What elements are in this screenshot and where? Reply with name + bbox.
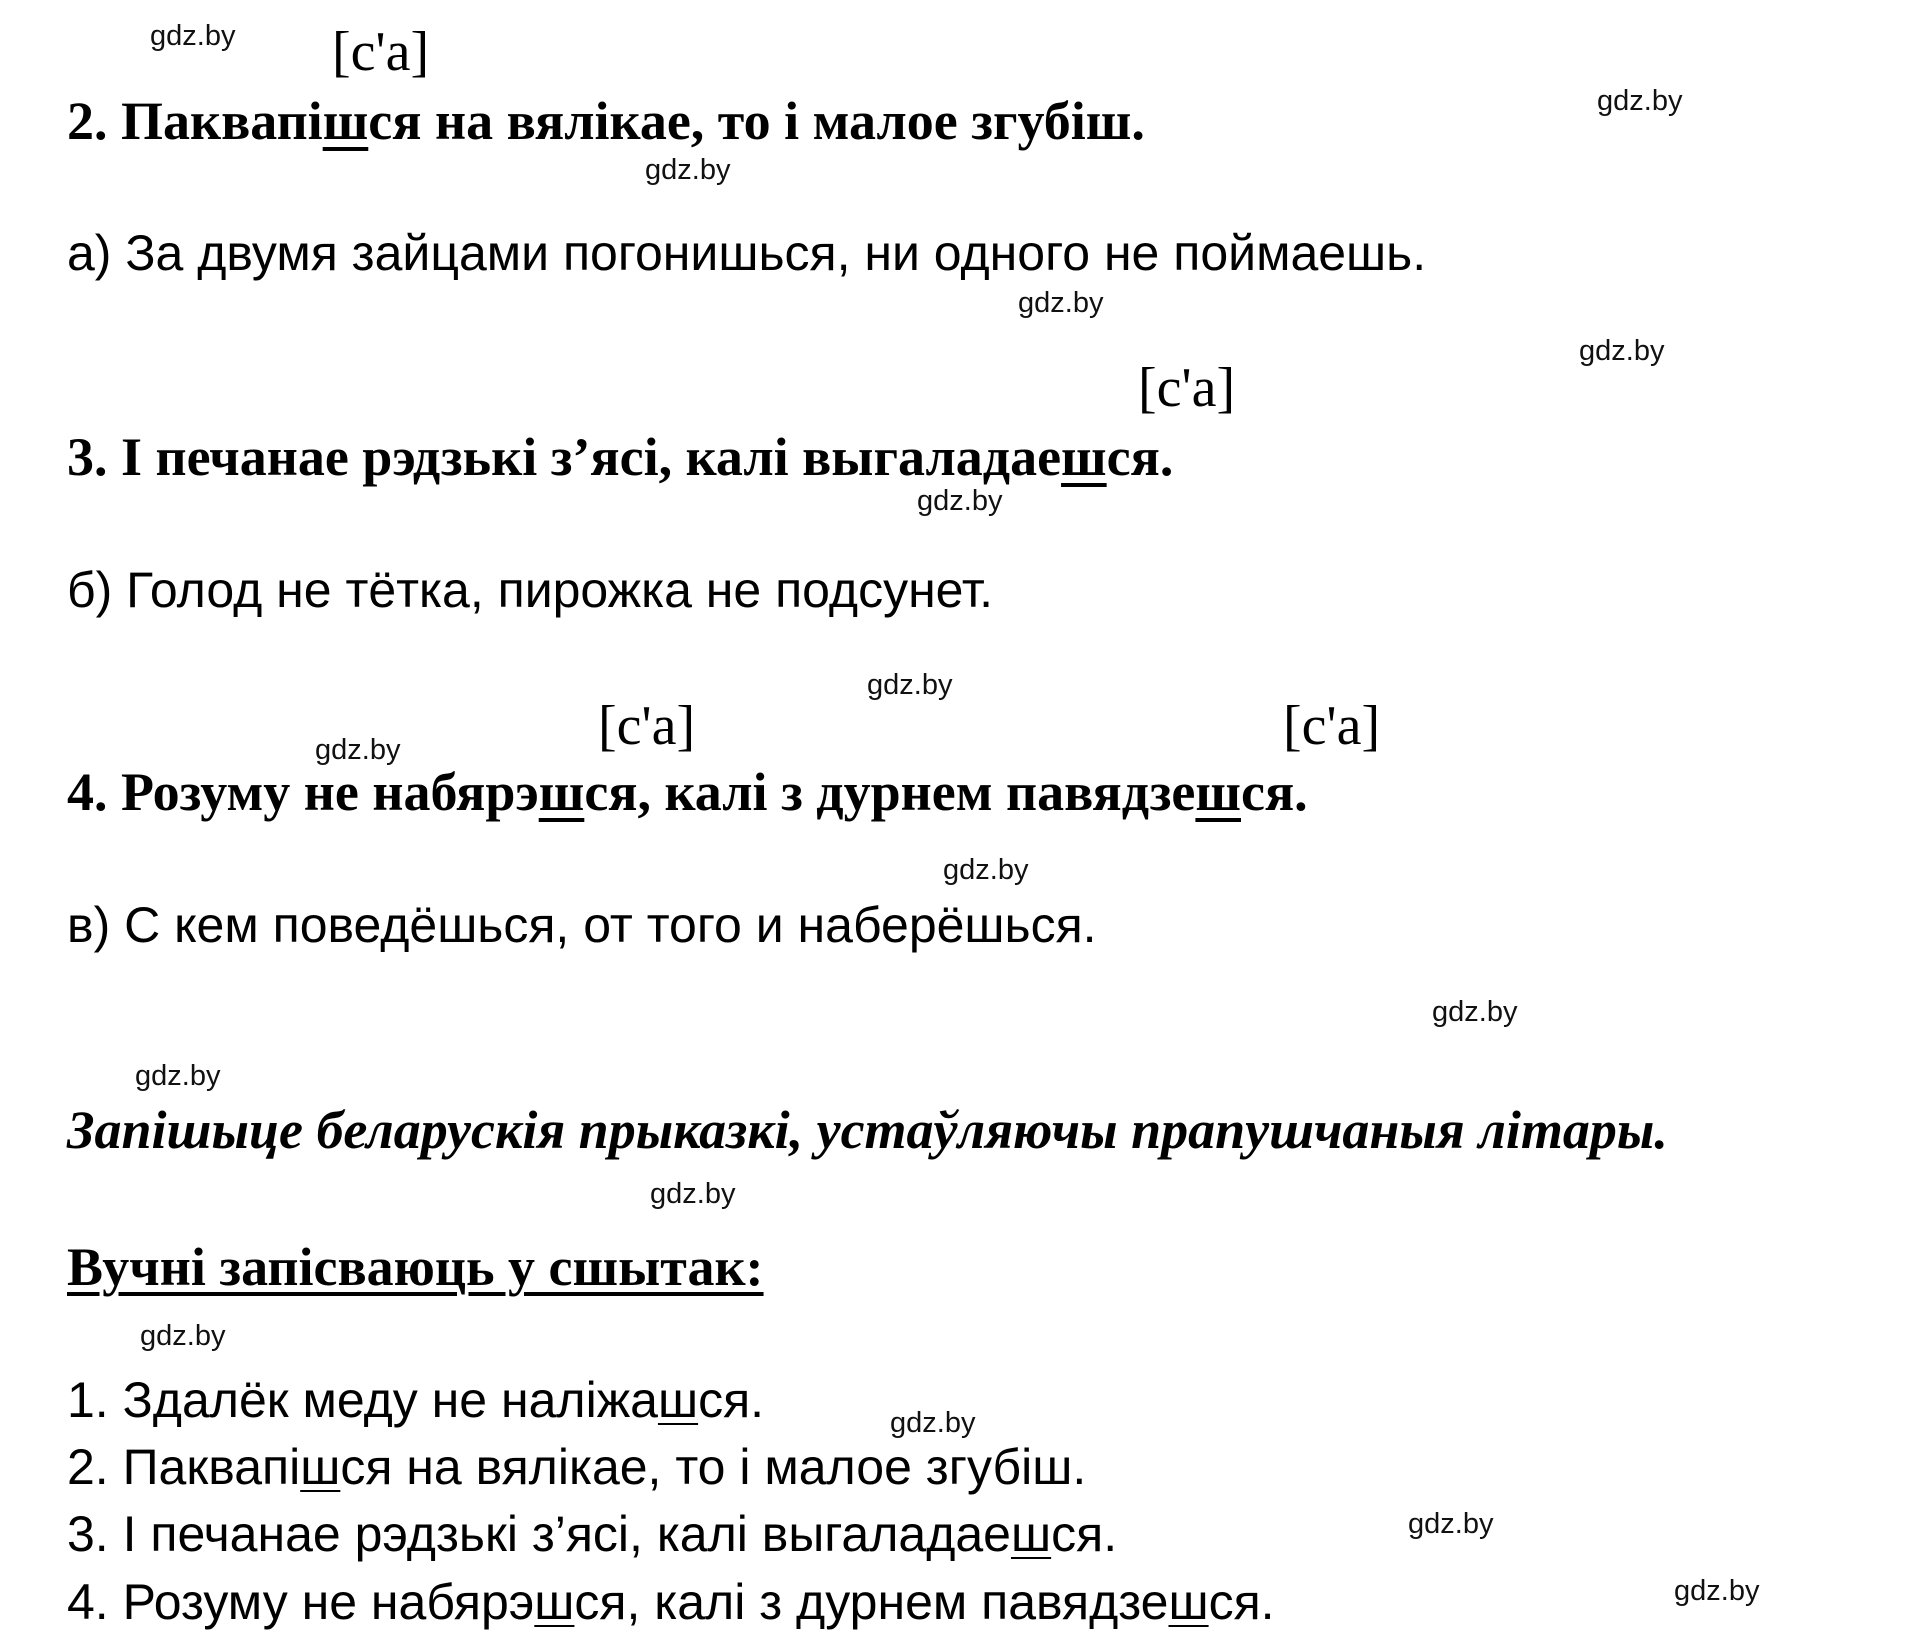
- transcription-mark: [с'а]: [1283, 695, 1381, 757]
- proverb-ru-v: в) С кем поведёшься, от того и наберёшься.: [67, 897, 1097, 953]
- watermark: gdz.by: [1579, 335, 1665, 367]
- proverb-bel-3: 3. І печанае рэдзькі з’ясі, калі выгаладаешся.: [67, 427, 1174, 487]
- watermark: gdz.by: [135, 1060, 221, 1092]
- task-instruction: Запішыце беларускія прыказкі, устаўляючы прапушчаныя літары.: [67, 1100, 1668, 1160]
- transcription-mark: [с'а]: [598, 695, 696, 757]
- transcription-mark: [с'а]: [332, 21, 430, 83]
- watermark: gdz.by: [867, 669, 953, 701]
- proverb-bel-2: 2. Паквапішся на вялікае, то і малое згубіш.: [67, 91, 1145, 151]
- answer-line-2: 2. Паквапішся на вялікае, то і малое згубіш.: [67, 1439, 1087, 1495]
- answer-line-1: 1. Здалёк меду не наліжашся.: [67, 1372, 765, 1428]
- watermark: gdz.by: [1018, 287, 1104, 319]
- watermark: gdz.by: [1597, 85, 1683, 117]
- watermark: gdz.by: [150, 20, 236, 52]
- proverb-ru-a: а) За двумя зайцами погонишься, ни одного не поймаешь.: [67, 225, 1427, 281]
- proverb-ru-b: б) Голод не тётка, пирожка не подсунет.: [67, 562, 994, 618]
- watermark: gdz.by: [140, 1320, 226, 1352]
- watermark: gdz.by: [1408, 1508, 1494, 1540]
- watermark: gdz.by: [890, 1407, 976, 1439]
- answer-line-3: 3. І печанае рэдзькі з’ясі, калі выгаладаешся.: [67, 1506, 1118, 1562]
- transcription-mark: [с'а]: [1138, 357, 1236, 419]
- watermark: gdz.by: [943, 854, 1029, 886]
- watermark: gdz.by: [650, 1178, 736, 1210]
- section-heading: Вучні запісваюць у сшытак:: [67, 1237, 764, 1297]
- watermark: gdz.by: [1432, 996, 1518, 1028]
- watermark: gdz.by: [315, 734, 401, 766]
- proverb-bel-4: 4. Розуму не набярэшся, калі з дурнем павядзешся.: [67, 762, 1308, 822]
- watermark: gdz.by: [645, 154, 731, 186]
- answer-line-4: 4. Розуму не набярэшся, калі з дурнем павядзешся.: [67, 1574, 1275, 1630]
- watermark: gdz.by: [917, 485, 1003, 517]
- watermark: gdz.by: [1674, 1575, 1760, 1607]
